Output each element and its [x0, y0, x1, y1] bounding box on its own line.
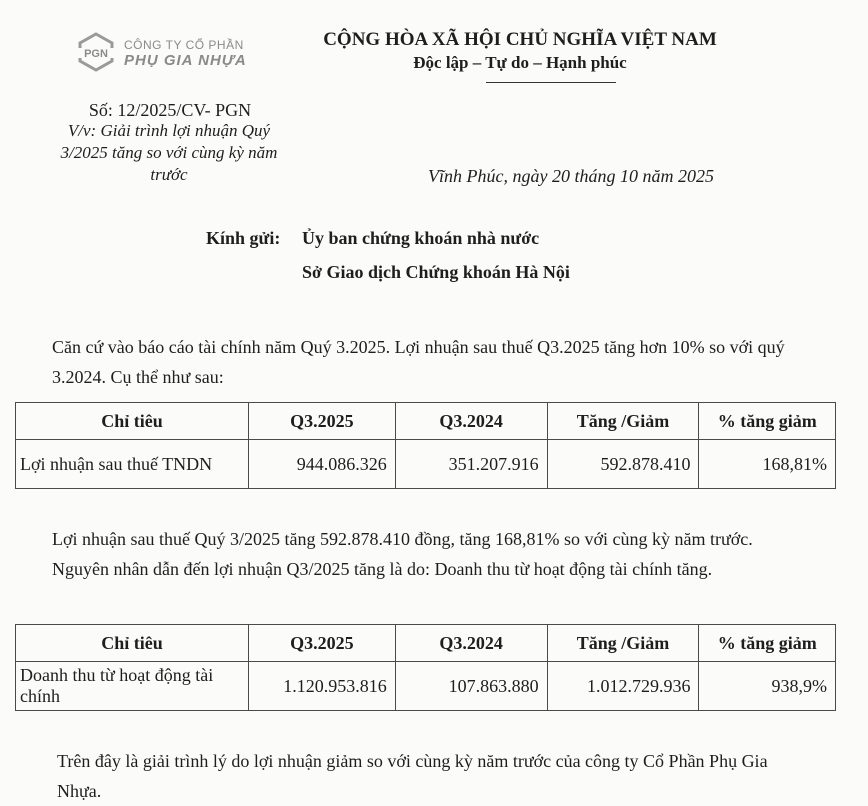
table-cell: 168,81%	[699, 440, 836, 489]
table-header: Tăng /Giảm	[547, 403, 699, 440]
body-paragraph-1: Căn cứ vào báo cáo tài chính năm Quý 3.2025. Lợi nhuận sau thuế Q3.2025 tăng hơn 10% so với quý 3.2024. Cụ thể như sau:	[52, 337, 785, 387]
table-cell: 107.863.880	[395, 662, 547, 711]
revenue-table	[15, 624, 836, 711]
table-header: Q3.2025	[248, 403, 395, 440]
document-number: Số: 12/2025/CV- PGN	[88, 100, 252, 120]
logo-company-name: PHỤ GIA NHỰA	[124, 52, 247, 69]
table-cell: 592.878.410	[547, 440, 699, 489]
table-row	[16, 440, 836, 489]
body-paragraph-3: Trên đây là giải trình lý do lợi nhuận giảm so với cùng kỳ năm trước của công ty Cổ Phần Phụ Gia Nhựa.	[57, 751, 768, 801]
table-header: Q3.2024	[395, 625, 547, 662]
motto-underline	[486, 82, 616, 83]
logo-company-type: CÔNG TY CỔ PHẦN	[124, 38, 244, 52]
table-cell: 1.120.953.816	[248, 662, 395, 711]
table-header: Chỉ tiêu	[16, 625, 249, 662]
table-header: % tăng giảm	[699, 403, 836, 440]
recipient-2: Sở Giao dịch Chứng khoán Hà Nội	[302, 262, 570, 282]
body-paragraph-2: Lợi nhuận sau thuế Quý 3/2025 tăng 592.878.410 đồng, tăng 168,81% so với cùng kỳ năm trước. Nguyên nhân dẫn đến lợi nhuận Q3/2025 tăng là do: Doanh thu từ hoạt động tài chính tăng.	[52, 529, 753, 579]
table-cell-label: Doanh thu từ hoạt động tài chính	[16, 662, 249, 711]
table-cell: 351.207.916	[395, 440, 547, 489]
table-cell-label: Lợi nhuận sau thuế TNDN	[16, 440, 249, 489]
table-header: Chỉ tiêu	[16, 403, 249, 440]
national-title: CỘNG HÒA XÃ HỘI CHỦ NGHĨA VIỆT NAM	[323, 29, 717, 50]
profit-table	[15, 402, 836, 489]
table-row	[16, 662, 836, 711]
logo-abbr: PGN	[84, 48, 108, 60]
recipient-1: Ủy ban chứng khoán nhà nước	[302, 228, 540, 248]
table-header: Q3.2025	[248, 625, 395, 662]
table-header: Q3.2024	[395, 403, 547, 440]
table-header: Tăng /Giảm	[547, 625, 699, 662]
table-cell: 944.086.326	[248, 440, 395, 489]
table-header: % tăng giảm	[699, 625, 836, 662]
document-subject	[24, 120, 314, 186]
place-date: Vĩnh Phúc, ngày 20 tháng 10 năm 2025	[428, 166, 714, 186]
subject-line-2: 3/2025 tăng so với cùng kỳ năm	[60, 143, 278, 162]
national-motto: Độc lập – Tự do – Hạnh phúc	[413, 53, 627, 72]
table-cell: 938,9%	[699, 662, 836, 711]
recipient-label: Kính gửi:	[206, 228, 281, 248]
company-logo-mark	[76, 32, 116, 72]
table-cell: 1.012.729.936	[547, 662, 699, 711]
subject-line-3: trước	[150, 165, 188, 184]
subject-line-1: V/v: Giải trình lợi nhuận Quý	[67, 121, 271, 140]
